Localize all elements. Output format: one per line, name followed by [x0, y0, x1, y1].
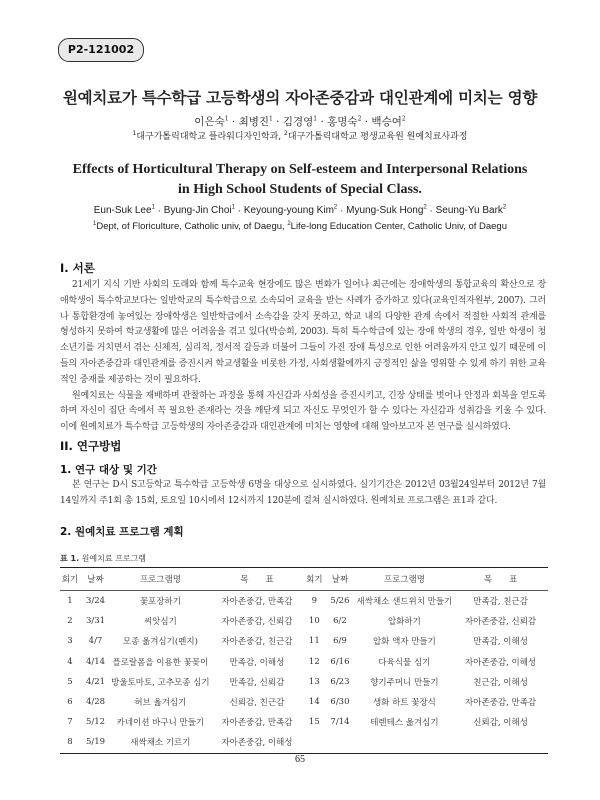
cell-goal: 자아존중감, 이해성 — [221, 738, 293, 749]
cell-goal: 자아존중감, 만족감 — [221, 597, 293, 608]
cell-program: 새싹채소 샌드위치 만들기 — [356, 597, 453, 608]
cell-date: 3/31 — [85, 616, 106, 627]
table-row — [60, 631, 548, 651]
cell-session: 3 — [67, 636, 73, 647]
author-name: Eun-Suk Lee$^1$ — [93, 205, 155, 217]
cell-program: 새싹채소 기르기 — [130, 738, 191, 749]
program-table — [60, 567, 548, 754]
cell-session: 7 — [67, 717, 73, 728]
cell-goal: 만족감, 이해성 — [229, 657, 285, 668]
cell-session: 13 — [308, 676, 320, 687]
introduction-paragraph-2: 원예치료는 식물을 재배하며 관찰하는 과정을 통해 자신감과 사회성을 증진시키고, 긴장 상태를 벗어나 안정과 회복을 얻도록 하며 자신이 집단 속에서 꼭 필요한 존재라는 것을 깨닫게 되고 자신도 무엇인가 할 수 있다는 자신감과 성취감을 키울 수 있다. 이에 원예치료가 특수학급 고등학생의 자아존중감과 대인관계에 미치는 영향에 대해 알아보고자 본 연구를 실시하였다. — [60, 390, 546, 433]
affiliation: $^1$Dept, of Floriculture, Catholic univ, of Daegu, — [92, 221, 285, 233]
cell-goal: 자아존중감, 이해성 — [465, 657, 537, 668]
cell-program: 플로랄폼을 이용한 꽃꽂이 — [112, 657, 209, 668]
cell-session: 6 — [67, 697, 73, 708]
cell-goal: 신뢰감, 이해성 — [473, 718, 528, 729]
cell-date: 5/12 — [85, 717, 106, 728]
cell-goal: 자아존중감, 만족감 — [465, 698, 537, 709]
cell-goal: 신뢰감, 친근감 — [229, 698, 285, 709]
cell-date: 5/26 — [330, 596, 350, 607]
table-row — [60, 652, 548, 672]
author-name: Myung-Suk Hong$^2$ — [346, 205, 427, 217]
header-goal: 목 표 — [453, 568, 548, 591]
author-name: 홍명숙$^2$ — [327, 115, 362, 128]
cell-goal: 자아존중감, 신뢰감 — [465, 617, 537, 628]
cell-goal: 자아존중감, 신뢰감 — [221, 617, 293, 628]
cell-goal: 만족감, 친근감 — [473, 597, 528, 608]
cell-program: 테렌테스 옮겨심기 — [370, 718, 439, 729]
author-name: 백승여$^2$ — [371, 115, 406, 128]
table-row — [60, 591, 548, 612]
cell-goal: 자아존중감, 친근감 — [221, 637, 293, 648]
cell-session: 2 — [67, 616, 73, 627]
author-name: Keyoung-young Kim$^2$ — [243, 205, 338, 217]
author-name: 최병진$^1$ — [238, 115, 273, 128]
cell-program: 카네이션 바구니 만들기 — [116, 718, 205, 729]
table-row — [60, 692, 548, 712]
table-row — [60, 611, 548, 631]
subsection-heading-program: 2. 원예치료 프로그램 계획 — [60, 526, 184, 538]
introduction-paragraph-1: 21세기 지식 기반 사회의 도래와 함께 특수교육 현장에도 많은 변화가 일어나 최근에는 장애학생의 통합교육의 확산으로 장애학생이 특수학교보다는 일반학교의 특수학급으로 소속되어 교육을 받는 사례가 증가하고 있다(교육인적자원부, 2007). 그러나 통합환경에 놓여있는 장애학생은 일반학급에서 소속감을 갖지 못하고, 학교 내의 다양한 관계 속에서 적절한 사회적 관계를 형성하지 못하여 학교생활에 많은 어려움을 겪고 있다(박승희, 2003). 특히 특수학급에 있는 장애 학생의 경우, 일반 학생이 청소년기를 거치면서 겪는 신체적, 심리적, 정서적 갈등과 더불어 그들이 가진 장애 특성으로 인한 어려움까지 안고 있기 때문에 이들의 자아존중감과 대인관계를 증진시켜 학교생활을 비롯한 가정, 사회생활에까지 긍정적인 삶을 영위할 수 있게 하기 위한 교육적인 중재를 제공하는 것이 필요하다. — [60, 280, 546, 385]
cell-date: 3/24 — [85, 596, 106, 607]
cell-goal: 만족감, 이해성 — [473, 637, 528, 648]
table-row — [60, 672, 548, 692]
cell-date: 6/30 — [330, 697, 350, 708]
subjects-paragraph: 본 연구는 D시 S고등학교 특수학급 고등학생 6명을 대상으로 실시하였다. 실기기간은 2012년 03월24일부터 2012년 7월14일까지 주1회 총 15회, 토요일 10시에서 12시까지 120분에 걸쳐 실시하였다. 원예치료 프로그램은 표1과 같다. — [60, 480, 546, 506]
subjects-text — [60, 478, 546, 510]
korean-affiliations — [0, 129, 600, 142]
page-number: 65 — [295, 754, 305, 765]
table-row — [60, 732, 548, 753]
subsection-heading-subjects: 1. 연구 대상 및 기간 — [60, 464, 157, 476]
author-name: 이은숙$^1$ — [194, 115, 229, 128]
cell-program: 생화 하트 꽃장식 — [372, 698, 436, 709]
cell-date — [324, 732, 355, 753]
table-caption-label: 표 1. — [60, 554, 80, 563]
english-title-line2: in High School Students of Special Class. — [178, 182, 422, 197]
cell-session: 12 — [308, 656, 320, 667]
cell-date: 6/9 — [333, 636, 347, 647]
author-name: Seung-Yu Bark$^2$ — [435, 205, 507, 217]
cell-session: 9 — [311, 596, 318, 607]
cell-program: 꽃포장하기 — [139, 597, 181, 608]
cell-session: 8 — [67, 737, 73, 748]
cell-goal: 만족감, 신뢰감 — [229, 677, 285, 688]
table-header-row — [60, 568, 548, 591]
affiliation: $^1$대구가톨릭대학교 플라워디자인학과, — [132, 130, 282, 142]
english-title-line1: Effects of Horticultural Therapy on Self-esteem and Interpersonal Relations — [72, 162, 528, 177]
cell-program: 허브 옮겨심기 — [134, 698, 187, 709]
english-authors: Eun-Suk Lee$^1$ · Byung-Jin Choi$^1$ · Keyoung-young Kim$^2$ · Myung-Suk Hong$^2$ · Seung-Yu Bark$^2$ — [93, 205, 507, 217]
cell-session: 15 — [308, 717, 320, 728]
cell-session: 4 — [67, 656, 73, 667]
cell-goal: 자아존중감, 만족감 — [221, 718, 293, 729]
header-goal: 목 표 — [210, 568, 305, 591]
header-date: 날짜 — [80, 568, 111, 591]
author-name: Byung-Jin Choi$^1$ — [163, 205, 235, 217]
table-caption-text: 원예치료 프로그램 — [81, 554, 147, 563]
cell-date: 6/16 — [330, 656, 350, 667]
affiliation: $^2$Life-long Education Center, Catholic Univ, of Daegu — [287, 221, 507, 233]
section-heading-introduction: I. 서론 — [60, 261, 95, 275]
table-row — [60, 712, 548, 732]
cell-date: 5/19 — [85, 737, 106, 748]
cell-goal: 친근감, 이해성 — [473, 677, 528, 688]
cell-session: 5 — [67, 676, 73, 687]
cell-date: 4/21 — [85, 676, 106, 687]
header-session: 회기 — [304, 568, 324, 591]
cell-session: 11 — [308, 636, 320, 647]
header-program: 프로그램명 — [356, 568, 454, 591]
cell-session — [304, 732, 324, 753]
cell-session: 10 — [308, 616, 320, 627]
section-heading-methods: II. 연구방법 — [60, 439, 122, 453]
header-session: 회기 — [60, 568, 80, 591]
korean-title: 원예치료가 특수학급 고등학생의 자아존중감과 대인관계에 미치는 영향 — [62, 88, 538, 107]
table-caption — [60, 553, 146, 564]
korean-authors: 이은숙$^1$ · 최병진$^1$ · 김경영$^1$ · 홍명숙$^2$ · 백승여$^2$ — [194, 115, 406, 128]
english-title — [0, 160, 600, 200]
cell-program: 씨앗심기 — [143, 617, 177, 628]
cell-program — [356, 732, 454, 753]
cell-date: 4/28 — [85, 697, 106, 708]
cell-date: 6/2 — [333, 616, 347, 627]
cell-session: 1 — [67, 596, 73, 607]
poster-id-badge: P2-121002 — [58, 38, 144, 62]
cell-goal — [453, 732, 548, 753]
cell-date: 4/14 — [85, 656, 106, 667]
cell-session: 14 — [308, 697, 320, 708]
cell-program: 모종 옮겨심기(펜지) — [122, 637, 198, 648]
header-program: 프로그램명 — [111, 568, 209, 591]
cell-date: 6/23 — [330, 676, 350, 687]
cell-date: 7/14 — [330, 717, 350, 728]
cell-date: 4/7 — [88, 636, 103, 647]
cell-program: 방울토마토, 고추모종 심기 — [111, 677, 210, 688]
cell-program: 다육식물 심기 — [378, 657, 431, 668]
affiliation: $^2$대구가톨릭대학교 평생교육원 원예치료사과정 — [284, 130, 468, 142]
author-name: 김경영$^1$ — [282, 115, 318, 128]
cell-program: 향기주머니 만들기 — [370, 677, 439, 688]
header-date: 날짜 — [324, 568, 355, 591]
english-affiliations — [0, 221, 600, 232]
cell-program: 압화하기 — [387, 617, 421, 628]
cell-program: 압화 액자 만들기 — [372, 637, 436, 648]
introduction-text — [60, 278, 546, 436]
